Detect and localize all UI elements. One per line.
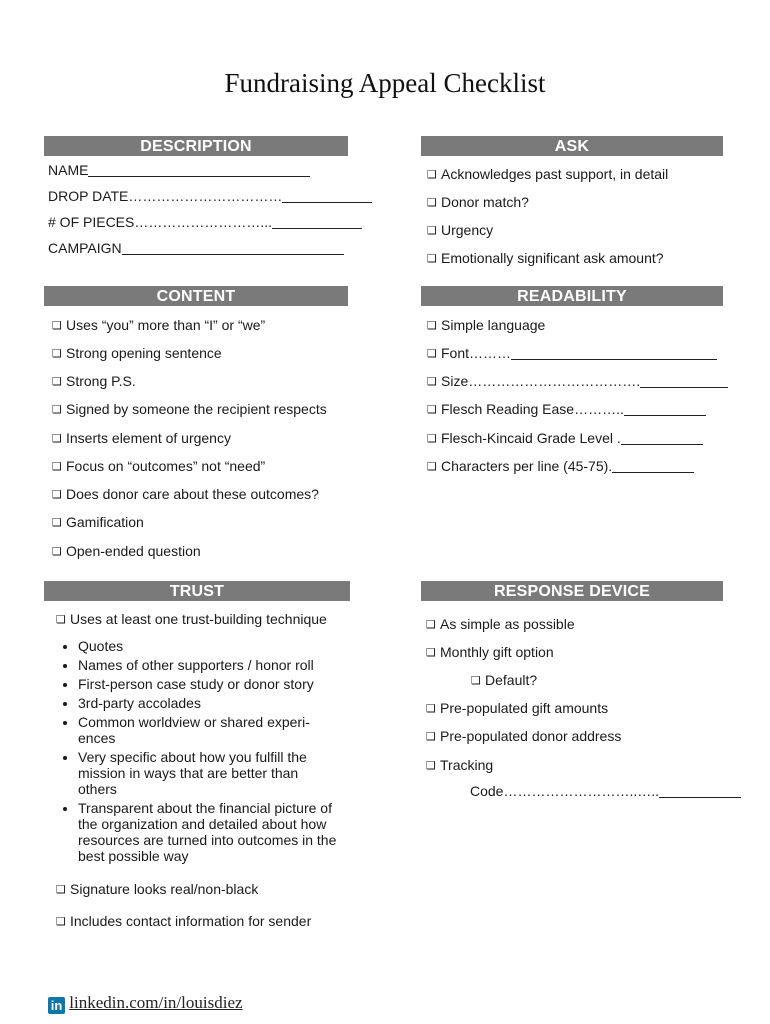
checkbox-icon[interactable]: ❑: [427, 252, 437, 265]
item-label: Tracking: [440, 757, 494, 773]
item-label: Monthly gift option: [440, 644, 554, 660]
checkbox-icon[interactable]: ❑: [52, 403, 62, 416]
blank-line: [624, 402, 706, 416]
checkbox-icon[interactable]: ❑: [52, 319, 62, 332]
item-label: Urgency: [441, 222, 494, 238]
item-label: As simple as possible: [440, 616, 575, 632]
checkbox-icon[interactable]: ❑: [427, 224, 437, 237]
checkbox-icon[interactable]: ❑: [56, 883, 66, 896]
checklist-item: [427, 317, 545, 333]
checkbox-icon[interactable]: ❑: [427, 347, 437, 360]
checklist-item: [427, 166, 668, 182]
field-pieces: [48, 214, 362, 230]
item-label: Pre-populated donor address: [440, 728, 622, 744]
checkbox-icon[interactable]: ❑: [427, 196, 437, 209]
field-label: Code………………………..…..: [470, 783, 660, 799]
checkbox-icon[interactable]: ❑: [471, 674, 481, 687]
checkbox-icon[interactable]: ❑: [52, 516, 62, 529]
checkbox-icon[interactable]: ❑: [52, 460, 62, 473]
section-header-trust: TRUST: [44, 581, 350, 601]
list-item: • Common worldview or shared experi-ences: [78, 714, 333, 746]
checkbox-icon[interactable]: ❑: [427, 460, 437, 473]
blank-line: [122, 241, 344, 255]
item-label: Strong P.S.: [66, 373, 136, 389]
list-item: • Names of other supporters / honor roll: [78, 657, 378, 673]
blank-line: [282, 189, 372, 203]
checkbox-icon[interactable]: ❑: [56, 915, 66, 928]
section-header-content: CONTENT: [44, 286, 348, 306]
blank-line: [272, 215, 362, 229]
checklist-item: [52, 373, 136, 389]
list-item: • Quotes: [78, 638, 378, 654]
item-label: Uses “you” more than “I” or “we”: [66, 317, 266, 333]
list-item: • 3rd-party accolades: [78, 695, 378, 711]
item-label: Flesch-Kincaid Grade Level .: [441, 430, 621, 446]
blank-line: [511, 346, 717, 360]
checklist-item: [56, 611, 327, 627]
checklist-item: [427, 345, 717, 361]
section-header-description: DESCRIPTION: [44, 136, 348, 156]
list-item: • Transparent about the financial picture of the organization and detailed about how resources are turned into outcomes in the best possible way: [78, 800, 353, 864]
checkbox-icon[interactable]: ❑: [427, 432, 437, 445]
checklist-item: [426, 700, 608, 716]
item-label: Donor match?: [441, 194, 529, 210]
item-label: Size……………………………….: [441, 373, 641, 389]
checklist-item: [52, 543, 201, 559]
checklist-item: [56, 913, 311, 929]
item-label: Strong opening sentence: [66, 345, 222, 361]
item-label: Flesch Reading Ease………..: [441, 401, 624, 417]
checkbox-icon[interactable]: ❑: [426, 618, 436, 631]
item-label: Default?: [485, 672, 538, 688]
checklist-item: [52, 514, 144, 530]
checkbox-icon[interactable]: ❑: [52, 545, 62, 558]
trust-technique-list: [52, 638, 378, 867]
checkbox-icon[interactable]: ❑: [426, 730, 436, 743]
checkbox-icon[interactable]: ❑: [427, 403, 437, 416]
item-label: Characters per line (45-75).: [441, 458, 613, 474]
checkbox-icon[interactable]: ❑: [427, 375, 437, 388]
checklist-item: [52, 401, 327, 417]
item-label: Uses at least one trust-building technique: [70, 611, 327, 627]
checklist-item: [426, 757, 493, 773]
checkbox-icon[interactable]: ❑: [52, 488, 62, 501]
item-label: Gamification: [66, 514, 144, 530]
item-label: Simple language: [441, 317, 546, 333]
checklist-item: [426, 644, 554, 660]
section-header-ask: ASK: [421, 136, 723, 156]
field-label: DROP DATE……………………………: [48, 188, 283, 204]
footer-link-row: [48, 993, 243, 1014]
checkbox-icon[interactable]: ❑: [52, 432, 62, 445]
checklist-item: [427, 401, 706, 417]
blank-line: [621, 431, 703, 445]
field-name: [48, 162, 310, 178]
item-label: Does donor care about these outcomes?: [66, 486, 319, 502]
checklist-item: [427, 458, 694, 474]
blank-line: [88, 163, 310, 177]
checklist-item: [52, 317, 265, 333]
item-label: Emotionally significant ask amount?: [441, 250, 664, 266]
checklist-item: [52, 430, 231, 446]
item-label: Font………: [441, 345, 512, 361]
checkbox-icon[interactable]: ❑: [427, 168, 437, 181]
checklist-item: [427, 250, 664, 266]
checklist-item: [427, 373, 728, 389]
checklist-item: [426, 728, 621, 744]
field-label: NAME: [48, 162, 89, 178]
item-label: Signature looks real/non-black: [70, 881, 259, 897]
field-drop-date: [48, 188, 372, 204]
section-header-readability: READABILITY: [421, 286, 723, 306]
checklist-item: [427, 194, 529, 210]
checkbox-icon[interactable]: ❑: [52, 347, 62, 360]
checkbox-icon[interactable]: ❑: [426, 759, 436, 772]
checkbox-icon[interactable]: ❑: [52, 375, 62, 388]
field-label: CAMPAIGN: [48, 240, 122, 256]
checklist-item: [427, 222, 493, 238]
field-label: # OF PIECES………………………...: [48, 214, 273, 230]
checklist-item: [52, 486, 319, 502]
section-header-response-device: RESPONSE DEVICE: [421, 581, 723, 601]
checklist-item: [56, 881, 258, 897]
item-label: Pre-populated gift amounts: [440, 700, 609, 716]
blank-line: [640, 374, 728, 388]
item-label: Open-ended question: [66, 543, 201, 559]
item-label: Focus on “outcomes” not “need”: [66, 458, 266, 474]
list-item: • First-person case study or donor story: [78, 676, 378, 692]
checklist-item: [52, 345, 222, 361]
checkbox-icon[interactable]: ❑: [426, 646, 436, 659]
checkbox-icon[interactable]: ❑: [427, 319, 437, 332]
checklist-item: [52, 458, 265, 474]
list-item: • Very specific about how you fulfill the mission in ways that are better than others: [78, 749, 333, 797]
checkbox-icon[interactable]: ❑: [56, 613, 66, 626]
linkedin-link[interactable]: linkedin.com/in/louisdiez: [69, 993, 243, 1012]
blank-line: [612, 459, 694, 473]
checkbox-icon[interactable]: ❑: [426, 702, 436, 715]
item-label: Inserts element of urgency: [66, 430, 231, 446]
item-label: Acknowledges past support, in detail: [441, 166, 669, 182]
checklist-item: [427, 430, 703, 446]
field-code: [470, 783, 741, 799]
item-label: Signed by someone the recipient respects: [66, 401, 327, 417]
checklist-item: [426, 616, 575, 632]
linkedin-icon: in: [48, 997, 65, 1014]
checklist-item: [471, 672, 537, 688]
item-label: Includes contact information for sender: [70, 913, 312, 929]
page-title: Fundraising Appeal Checklist: [224, 68, 546, 98]
blank-line: [659, 784, 741, 798]
field-campaign: [48, 240, 344, 256]
